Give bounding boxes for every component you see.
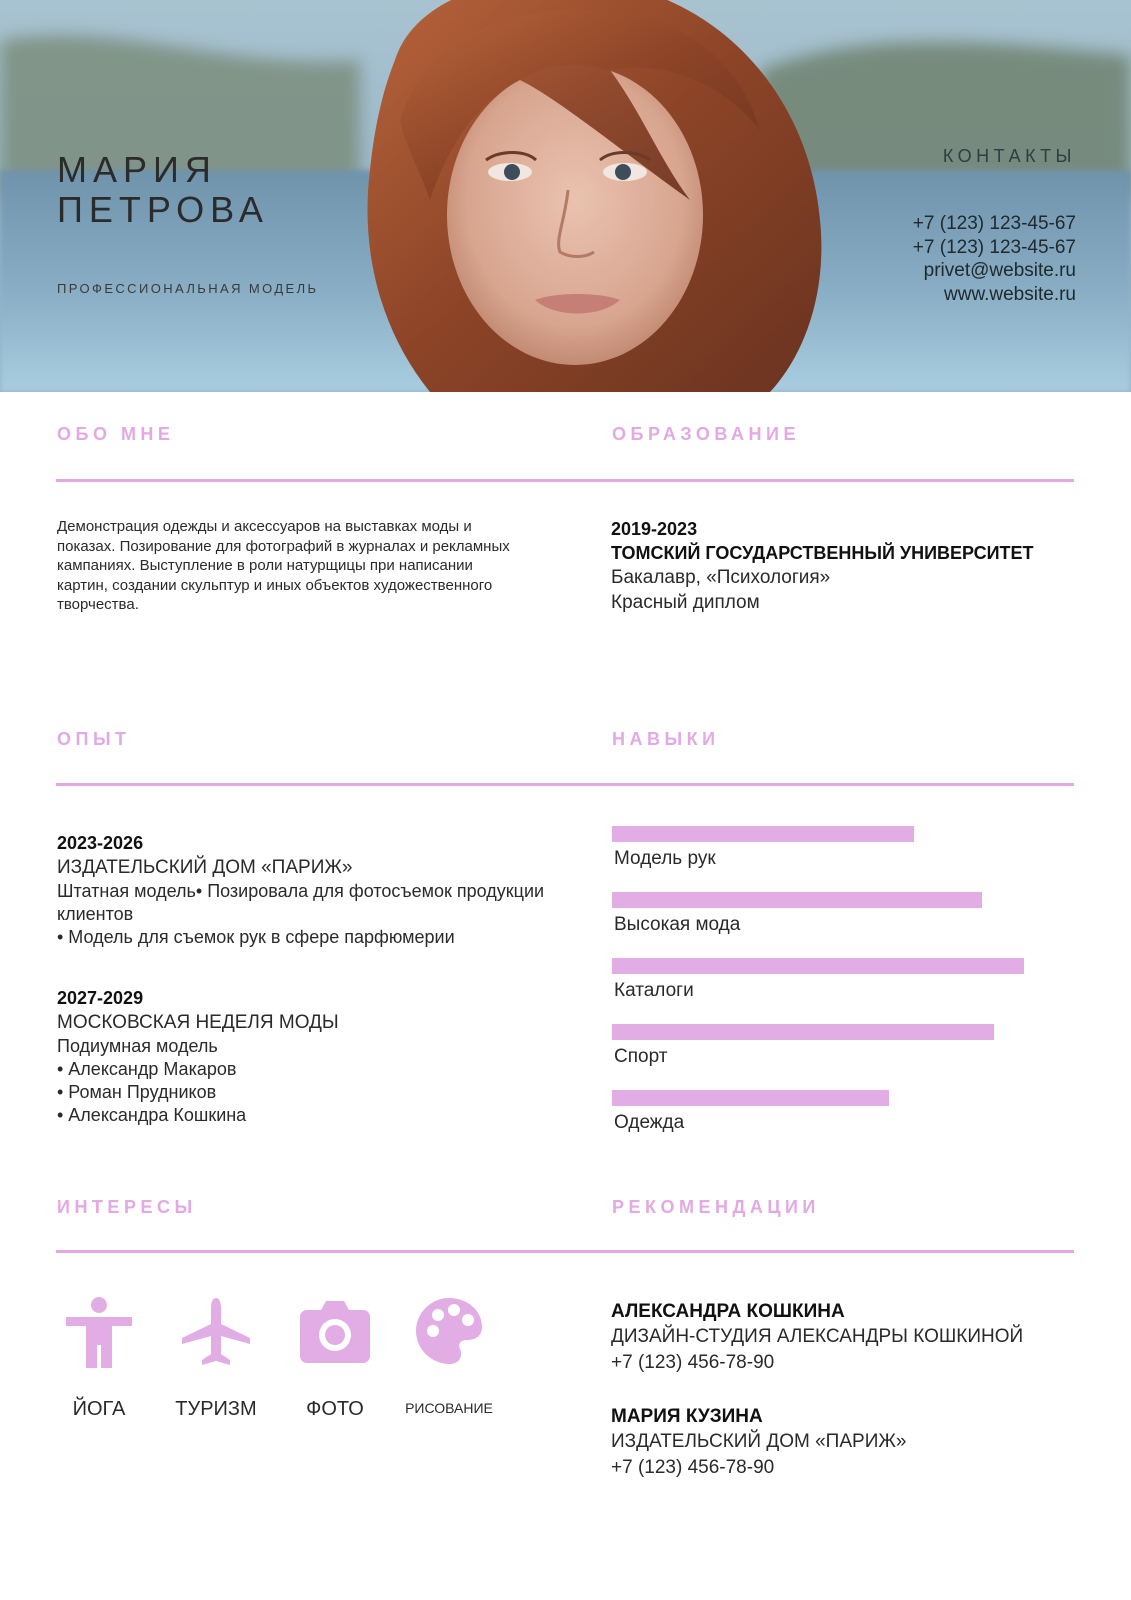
recommender-name: МАРИЯ КУЗИНА xyxy=(611,1406,763,1427)
skill-label: Высокая мода xyxy=(614,914,741,935)
section-divider xyxy=(56,479,1074,482)
skill-bar xyxy=(612,958,1024,974)
experience-years: 2023-2026 xyxy=(57,833,144,853)
contacts-list xyxy=(913,212,1076,306)
experience-line: • Александра Кошкина xyxy=(57,1105,247,1125)
interest-label: ФОТО xyxy=(306,1398,364,1420)
airplane-icon xyxy=(180,1296,252,1368)
interests-title: ИНТЕРЕСЫ xyxy=(57,1197,197,1217)
experience-title: ОПЫТ xyxy=(57,729,131,749)
interest-drawing xyxy=(399,1296,499,1416)
recommendations-title: РЕКОМЕНДАЦИИ xyxy=(612,1197,820,1217)
recommendation-entry xyxy=(611,1405,1081,1482)
palette-icon xyxy=(414,1296,484,1366)
header-photo-band xyxy=(0,0,1131,392)
interest-tourism xyxy=(166,1296,266,1421)
full-name xyxy=(57,150,269,230)
education-entry xyxy=(611,517,1081,615)
interest-photo xyxy=(285,1296,385,1421)
education-degree: Бакалавр, «Психология» xyxy=(611,567,831,588)
about-text: Демонстрация одежды и аксессуаров на выставках моды и показах. Позирование для фотографий в журналах и рекламных кампаниях. Выступление в роли натурщицы при написании картин, создании скульптур и иных объектов художественного творчества. xyxy=(57,518,510,613)
section-divider xyxy=(56,1250,1074,1253)
first-name: МАРИЯ xyxy=(57,149,217,190)
experience-entry xyxy=(57,986,557,1127)
interest-label: ТУРИЗМ xyxy=(175,1398,257,1420)
contact-website: www.website.ru xyxy=(944,283,1076,305)
job-role: ПРОФЕССИОНАЛЬНАЯ МОДЕЛЬ xyxy=(57,281,319,296)
interest-yoga xyxy=(49,1296,149,1421)
education-institution: ТОМСКИЙ ГОСУДАРСТВЕННЫЙ УНИВЕРСИТЕТ xyxy=(611,543,1034,563)
person-icon xyxy=(64,1296,134,1368)
education-honors: Красный диплом xyxy=(611,592,760,613)
skills-list xyxy=(612,826,1072,1156)
recommendation-entry xyxy=(611,1300,1081,1377)
experience-entry xyxy=(57,831,557,949)
last-name: ПЕТРОВА xyxy=(57,189,269,230)
skill-item xyxy=(612,1024,1072,1090)
skill-item xyxy=(612,1090,1072,1156)
contact-phone-1: +7 (123) 123-45-67 xyxy=(912,213,1076,234)
recommender-phone: +7 (123) 456-78-90 xyxy=(611,1352,775,1373)
contact-phone-2: +7 (123) 123-45-67 xyxy=(912,236,1076,258)
skill-bar xyxy=(612,826,914,842)
recommender-org: ДИЗАЙН-СТУДИЯ АЛЕКСАНДРЫ КОШКИНОЙ xyxy=(611,1326,1024,1347)
skill-item xyxy=(612,892,1072,958)
skill-label: Модель рук xyxy=(614,848,716,869)
skill-item xyxy=(612,958,1072,1024)
education-title: ОБРАЗОВАНИЕ xyxy=(612,424,800,444)
contact-email: privet@website.ru xyxy=(923,260,1076,281)
skill-label: Одежда xyxy=(614,1112,685,1133)
about-title: ОБО МНЕ xyxy=(57,424,175,444)
experience-line: • Александр Макаров xyxy=(57,1059,237,1079)
skill-label: Каталоги xyxy=(614,980,694,1001)
experience-line: • Роман Прудников xyxy=(57,1082,217,1102)
skill-label: Спорт xyxy=(614,1046,668,1067)
recommender-org: ИЗДАТЕЛЬСКИЙ ДОМ «ПАРИЖ» xyxy=(611,1431,907,1452)
skill-bar xyxy=(612,1090,889,1106)
skill-bar xyxy=(612,892,982,908)
interest-label: РИСОВАНИЕ xyxy=(405,1400,493,1416)
camera-icon xyxy=(299,1296,371,1368)
experience-company: ИЗДАТЕЛЬСКИЙ ДОМ «ПАРИЖ» xyxy=(57,857,353,878)
experience-line: Штатная модель• Позировала для фотосъемок продукции клиентов xyxy=(57,881,545,924)
recommender-phone: +7 (123) 456-78-90 xyxy=(611,1457,775,1478)
experience-company: МОСКОВСКАЯ НЕДЕЛЯ МОДЫ xyxy=(57,1012,339,1033)
skill-item xyxy=(612,826,1072,892)
skills-title: НАВЫКИ xyxy=(612,729,720,749)
section-divider xyxy=(56,783,1074,786)
recommender-name: АЛЕКСАНДРА КОШКИНА xyxy=(611,1301,845,1322)
education-years: 2019-2023 xyxy=(611,519,698,539)
experience-line: • Модель для съемок рук в сфере парфюмерии xyxy=(57,927,455,947)
skill-bar xyxy=(612,1024,994,1040)
experience-line: Подиумная модель xyxy=(57,1036,218,1056)
experience-years: 2027-2029 xyxy=(57,988,144,1008)
contacts-title: КОНТАКТЫ xyxy=(942,146,1076,166)
interest-label: ЙОГА xyxy=(72,1398,126,1420)
